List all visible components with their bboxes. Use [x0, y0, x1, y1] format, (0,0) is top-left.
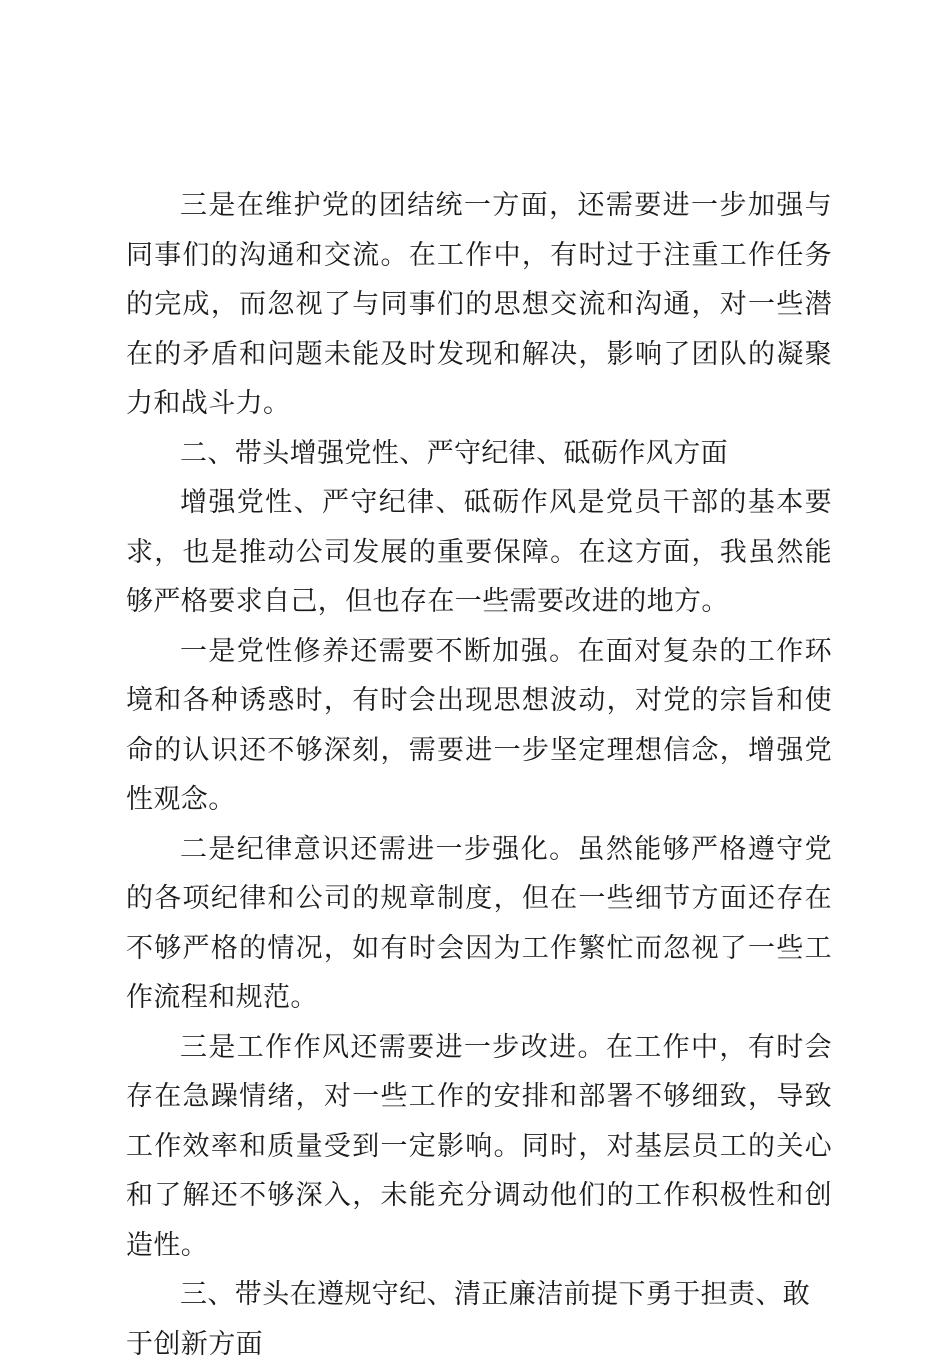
paragraph-section-2-intro: 增强党性、严守纪律、砥砺作风是党员干部的基本要求，也是推动公司发展的重要保障。在这方面，我虽然能够严格要求自己，但也存在一些需要改进的地方。	[126, 487, 832, 617]
paragraph-discipline: 二是纪律意识还需进一步强化。虽然能够严格遵守党的各项纪律和公司的规章制度，但在一些细节方面还存在不够严格的情况，如有时会因为工作繁忙而忽视了一些工作流程和规范。	[126, 833, 832, 1013]
paragraph-party-spirit: 一是党性修养还需要不断加强。在面对复杂的工作环境和各种诱惑时，有时会出现思想波动，对党的宗旨和使命的认识还不够深刻，需要进一步坚定理想信念，增强党性观念。	[126, 635, 832, 815]
paragraph-work-style: 三是工作作风还需要进一步改进。在工作中，有时会存在急躁情绪，对一些工作的安排和部署不够细致，导致工作效率和质量受到一定影响。同时，对基层员工的关心和了解还不够深入，未能充分调动他们的工作积极性和创造性。	[126, 1031, 832, 1261]
paragraph-unity: 三是在维护党的团结统一方面，还需要进一步加强与同事们的沟通和交流。在工作中，有时过于注重工作任务的完成，而忽视了与同事们的思想交流和沟通，对一些潜在的矛盾和问题未能及时发现和解决，影响了团队的凝聚力和战斗力。	[126, 190, 832, 419]
section-heading-2: 二、带头增强党性、严守纪律、砥砺作风方面	[180, 437, 728, 469]
document-body	[126, 181, 832, 1369]
section-heading-3: 三、带头在遵规守纪、清正廉洁前提下勇于担责、敢于创新方面	[126, 1279, 811, 1360]
